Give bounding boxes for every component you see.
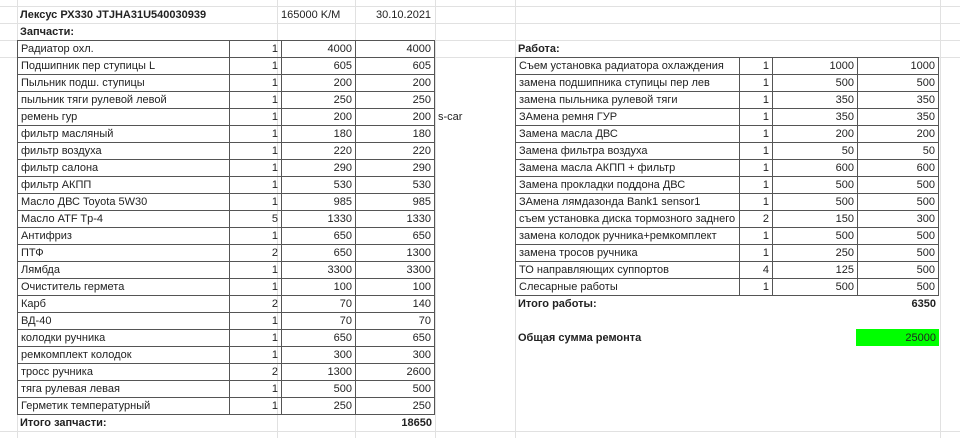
row-sum-cell[interactable]: 1330 [356,211,435,228]
table-row [18,160,435,177]
table-row [516,160,939,177]
row-qty-cell[interactable]: 4 [740,262,773,279]
row-sum-cell[interactable]: 530 [356,177,435,194]
table-row [18,211,435,228]
row-price-cell[interactable]: 650 [282,330,356,347]
row-name-cell[interactable]: Карб [18,296,230,313]
row-sum-cell[interactable]: 3300 [356,262,435,279]
row-price-cell[interactable]: 200 [282,109,356,126]
row-qty-cell[interactable]: 1 [230,313,282,330]
row-sum-cell[interactable]: 300 [356,347,435,364]
row-price-cell[interactable]: 530 [282,177,356,194]
row-qty-cell[interactable]: 1 [230,381,282,398]
table-row [18,143,435,160]
row-qty-cell[interactable]: 1 [740,75,773,92]
row-name-cell[interactable]: Слесарные работы [516,279,740,296]
row-sum-cell[interactable]: 50 [858,143,939,160]
row-name-cell[interactable]: Герметик температурный [18,398,230,415]
row-name-cell[interactable]: фильтр масляный [18,126,230,143]
table-row [18,109,435,126]
row-sum-cell[interactable]: 650 [356,330,435,347]
table-row [516,177,939,194]
row-sum-cell[interactable]: 650 [356,228,435,245]
row-qty-cell[interactable]: 2 [230,245,282,262]
table-row [18,398,435,415]
work-total-value[interactable]: 6350 [911,298,936,310]
table-row [18,381,435,398]
table-row [516,194,939,211]
row-sum-cell[interactable]: 140 [356,296,435,313]
row-sum-cell[interactable]: 300 [858,211,939,228]
parts-table [17,40,435,415]
row-sum-cell[interactable]: 4000 [356,41,435,58]
row-sum-cell[interactable]: 200 [858,126,939,143]
row-sum-cell[interactable]: 70 [356,313,435,330]
row-sum-cell[interactable]: 200 [356,75,435,92]
row-name-cell[interactable]: ЗАмена лямдазонда Bank1 sensor1 [516,194,740,211]
row-price-cell[interactable]: 500 [282,381,356,398]
row-name-cell[interactable]: фильтр воздуха [18,143,230,160]
row-name-cell[interactable]: замена подшипника ступицы пер лев [516,75,740,92]
row-price-cell[interactable]: 650 [282,245,356,262]
row-price-cell[interactable]: 300 [282,347,356,364]
row-price-cell[interactable]: 500 [773,75,858,92]
row-price-cell[interactable]: 200 [773,126,858,143]
row-name-cell[interactable]: Замена масла АКПП + фильтр [516,160,740,177]
table-row [516,245,939,262]
row-name-cell[interactable]: съем установка диска тормозного заднего [516,211,740,228]
row-qty-cell[interactable]: 1 [230,75,282,92]
table-row [18,313,435,330]
row-sum-cell[interactable]: 200 [356,109,435,126]
row-qty-cell[interactable]: 2 [230,296,282,313]
row-name-cell[interactable]: Антифриз [18,228,230,245]
table-row [18,279,435,296]
row-sum-cell[interactable]: 1000 [858,58,939,75]
row-price-cell[interactable]: 4000 [282,41,356,58]
row-price-cell[interactable]: 220 [282,143,356,160]
table-row [516,143,939,160]
row-sum-cell[interactable]: 500 [858,194,939,211]
row-price-cell[interactable]: 250 [773,245,858,262]
table-row [516,228,939,245]
row-name-cell[interactable]: тяга рулевая левая [18,381,230,398]
row-qty-cell[interactable]: 1 [740,58,773,75]
row-name-cell[interactable]: ремень гур [18,109,230,126]
row-qty-cell[interactable]: 1 [230,160,282,177]
table-row [18,330,435,347]
row-sum-cell[interactable]: 180 [356,126,435,143]
table-row [516,92,939,109]
vehicle-info[interactable]: Лексус РХ330 JTJHA31U540030939 [20,9,207,21]
row-sum-cell[interactable]: 500 [858,177,939,194]
row-name-cell[interactable]: замена пыльника рулевой тяги [516,92,740,109]
row-price-cell[interactable]: 500 [773,194,858,211]
row-price-cell[interactable]: 500 [773,177,858,194]
row-qty-cell[interactable]: 1 [230,398,282,415]
row-name-cell[interactable]: фильтр АКПП [18,177,230,194]
row-price-cell[interactable]: 3300 [282,262,356,279]
row-qty-cell[interactable]: 1 [230,347,282,364]
row-qty-cell[interactable]: 1 [740,143,773,160]
date[interactable]: 30.10.2021 [376,9,432,21]
grand-total-label[interactable]: Общая сумма ремонта [518,332,642,344]
row-price-cell[interactable]: 70 [282,313,356,330]
row-price-cell[interactable]: 500 [773,228,858,245]
row-qty-cell[interactable]: 1 [740,194,773,211]
mileage[interactable]: 165000 K/M [281,9,341,21]
row-name-cell[interactable]: Очиститель гермета [18,279,230,296]
row-name-cell[interactable]: Масло ДВС Toyota 5W30 [18,194,230,211]
row-name-cell[interactable]: ЗАмена ремня ГУР [516,109,740,126]
work-total-label[interactable]: Итого работы: [518,298,597,310]
row-name-cell[interactable]: ПТФ [18,245,230,262]
row-price-cell[interactable]: 1000 [773,58,858,75]
row-qty-cell[interactable]: 1 [230,194,282,211]
row-price-cell[interactable]: 1330 [282,211,356,228]
row-sum-cell[interactable]: 100 [356,279,435,296]
row-sum-cell[interactable]: 500 [858,279,939,296]
row-qty-cell[interactable]: 2 [230,364,282,381]
work-title[interactable]: Работа: [518,43,560,55]
row-name-cell[interactable]: фильтр салона [18,160,230,177]
row-price-cell[interactable]: 200 [282,75,356,92]
grid-line [0,431,960,432]
row-qty-cell[interactable]: 1 [230,177,282,194]
table-row [18,58,435,75]
row-qty-cell[interactable]: 1 [740,245,773,262]
grid-line [435,0,436,438]
table-row [18,92,435,109]
table-row [18,262,435,279]
row-price-cell[interactable]: 250 [282,398,356,415]
table-row [18,75,435,92]
row-price-cell[interactable]: 70 [282,296,356,313]
row-qty-cell[interactable]: 1 [230,92,282,109]
table-row [18,126,435,143]
row-name-cell[interactable]: ремкомплект колодок [18,347,230,364]
row-name-cell[interactable]: Радиатор охл. [18,41,230,58]
row-sum-cell[interactable]: 600 [858,160,939,177]
row-sum-cell[interactable]: 220 [356,143,435,160]
row-qty-cell[interactable]: 1 [740,109,773,126]
grid-line [940,0,941,438]
row-qty-cell[interactable]: 1 [740,92,773,109]
row-qty-cell[interactable]: 1 [740,160,773,177]
row-name-cell[interactable]: ВД-40 [18,313,230,330]
parts-total-label[interactable]: Итого запчасти: [20,417,107,429]
row-sum-cell[interactable]: 1300 [356,245,435,262]
table-row [516,109,939,126]
row-qty-cell[interactable]: 1 [230,228,282,245]
row-name-cell[interactable]: тросс ручника [18,364,230,381]
table-row [516,75,939,92]
grand-total-value[interactable]: 25000 [905,332,936,344]
parts-total-value[interactable]: 18650 [401,417,432,429]
row-sum-cell[interactable]: 350 [858,92,939,109]
row-qty-cell[interactable]: 1 [230,109,282,126]
parts-title[interactable]: Запчасти: [20,26,75,38]
row-sum-cell[interactable]: 500 [858,75,939,92]
row-sum-cell[interactable]: 500 [858,262,939,279]
row-price-cell[interactable]: 350 [773,92,858,109]
table-row [18,194,435,211]
table-row [516,58,939,75]
row-qty-cell[interactable]: 1 [740,126,773,143]
row-sum-cell[interactable]: 290 [356,160,435,177]
row-name-cell[interactable]: ТО направляющих суппортов [516,262,740,279]
row-price-cell[interactable]: 250 [282,92,356,109]
row-sum-cell[interactable]: 500 [858,245,939,262]
row-price-cell[interactable]: 605 [282,58,356,75]
row-qty-cell[interactable]: 5 [230,211,282,228]
row-qty-cell[interactable]: 1 [230,58,282,75]
table-row [18,364,435,381]
row-name-cell[interactable]: Подшипник пер ступицы L [18,58,230,75]
row-price-cell[interactable]: 125 [773,262,858,279]
row-price-cell[interactable]: 50 [773,143,858,160]
table-row [18,296,435,313]
row-qty-cell[interactable]: 1 [230,41,282,58]
table-row [516,211,939,228]
row-qty-cell[interactable]: 1 [230,279,282,296]
table-row [18,41,435,58]
row-sum-cell[interactable]: 500 [858,228,939,245]
row-qty-cell[interactable]: 1 [230,330,282,347]
table-row [18,245,435,262]
row-price-cell[interactable]: 500 [773,279,858,296]
row-name-cell[interactable]: Съем установка радиатора охлаждения [516,58,740,75]
row-sum-cell[interactable]: 2600 [356,364,435,381]
row-name-cell[interactable]: Замена фильтра воздуха [516,143,740,160]
row-sum-cell[interactable]: 250 [356,398,435,415]
row-sum-cell[interactable]: 350 [858,109,939,126]
row-qty-cell[interactable]: 1 [230,143,282,160]
row-name-cell[interactable]: Масло ATF Tp-4 [18,211,230,228]
row-name-cell[interactable]: Замена масла ДВС [516,126,740,143]
row-name-cell[interactable]: пыльник тяги рулевой левой [18,92,230,109]
row-name-cell[interactable]: колодки ручника [18,330,230,347]
row-qty-cell[interactable]: 1 [230,262,282,279]
table-row [18,177,435,194]
row-price-cell[interactable]: 290 [282,160,356,177]
row-price-cell[interactable]: 985 [282,194,356,211]
row-sum-cell[interactable]: 985 [356,194,435,211]
row-name-cell[interactable]: замена колодок ручника+ремкомплект [516,228,740,245]
row-name-cell[interactable]: Лямбда [18,262,230,279]
row-price-cell[interactable]: 650 [282,228,356,245]
row-price-cell[interactable]: 150 [773,211,858,228]
table-row [18,347,435,364]
row-qty-cell[interactable]: 1 [740,177,773,194]
row-name-cell[interactable]: Замена прокладки поддона ДВС [516,177,740,194]
row-sum-cell[interactable]: 500 [356,381,435,398]
row-qty-cell[interactable]: 2 [740,211,773,228]
row-qty-cell[interactable]: 1 [740,228,773,245]
row-sum-cell[interactable]: 250 [356,92,435,109]
table-row [516,279,939,296]
supplier-note[interactable]: s-car [438,111,463,123]
row-qty-cell[interactable]: 1 [230,126,282,143]
row-qty-cell[interactable]: 1 [740,279,773,296]
row-price-cell[interactable]: 1300 [282,364,356,381]
row-sum-cell[interactable]: 605 [356,58,435,75]
table-row [516,126,939,143]
row-name-cell[interactable]: Пыльник подш. ступицы [18,75,230,92]
table-row [516,262,939,279]
work-table [515,57,939,296]
row-price-cell[interactable]: 180 [282,126,356,143]
table-row [18,228,435,245]
row-price-cell[interactable]: 600 [773,160,858,177]
row-price-cell[interactable]: 350 [773,109,858,126]
row-name-cell[interactable]: замена тросов ручника [516,245,740,262]
row-price-cell[interactable]: 100 [282,279,356,296]
